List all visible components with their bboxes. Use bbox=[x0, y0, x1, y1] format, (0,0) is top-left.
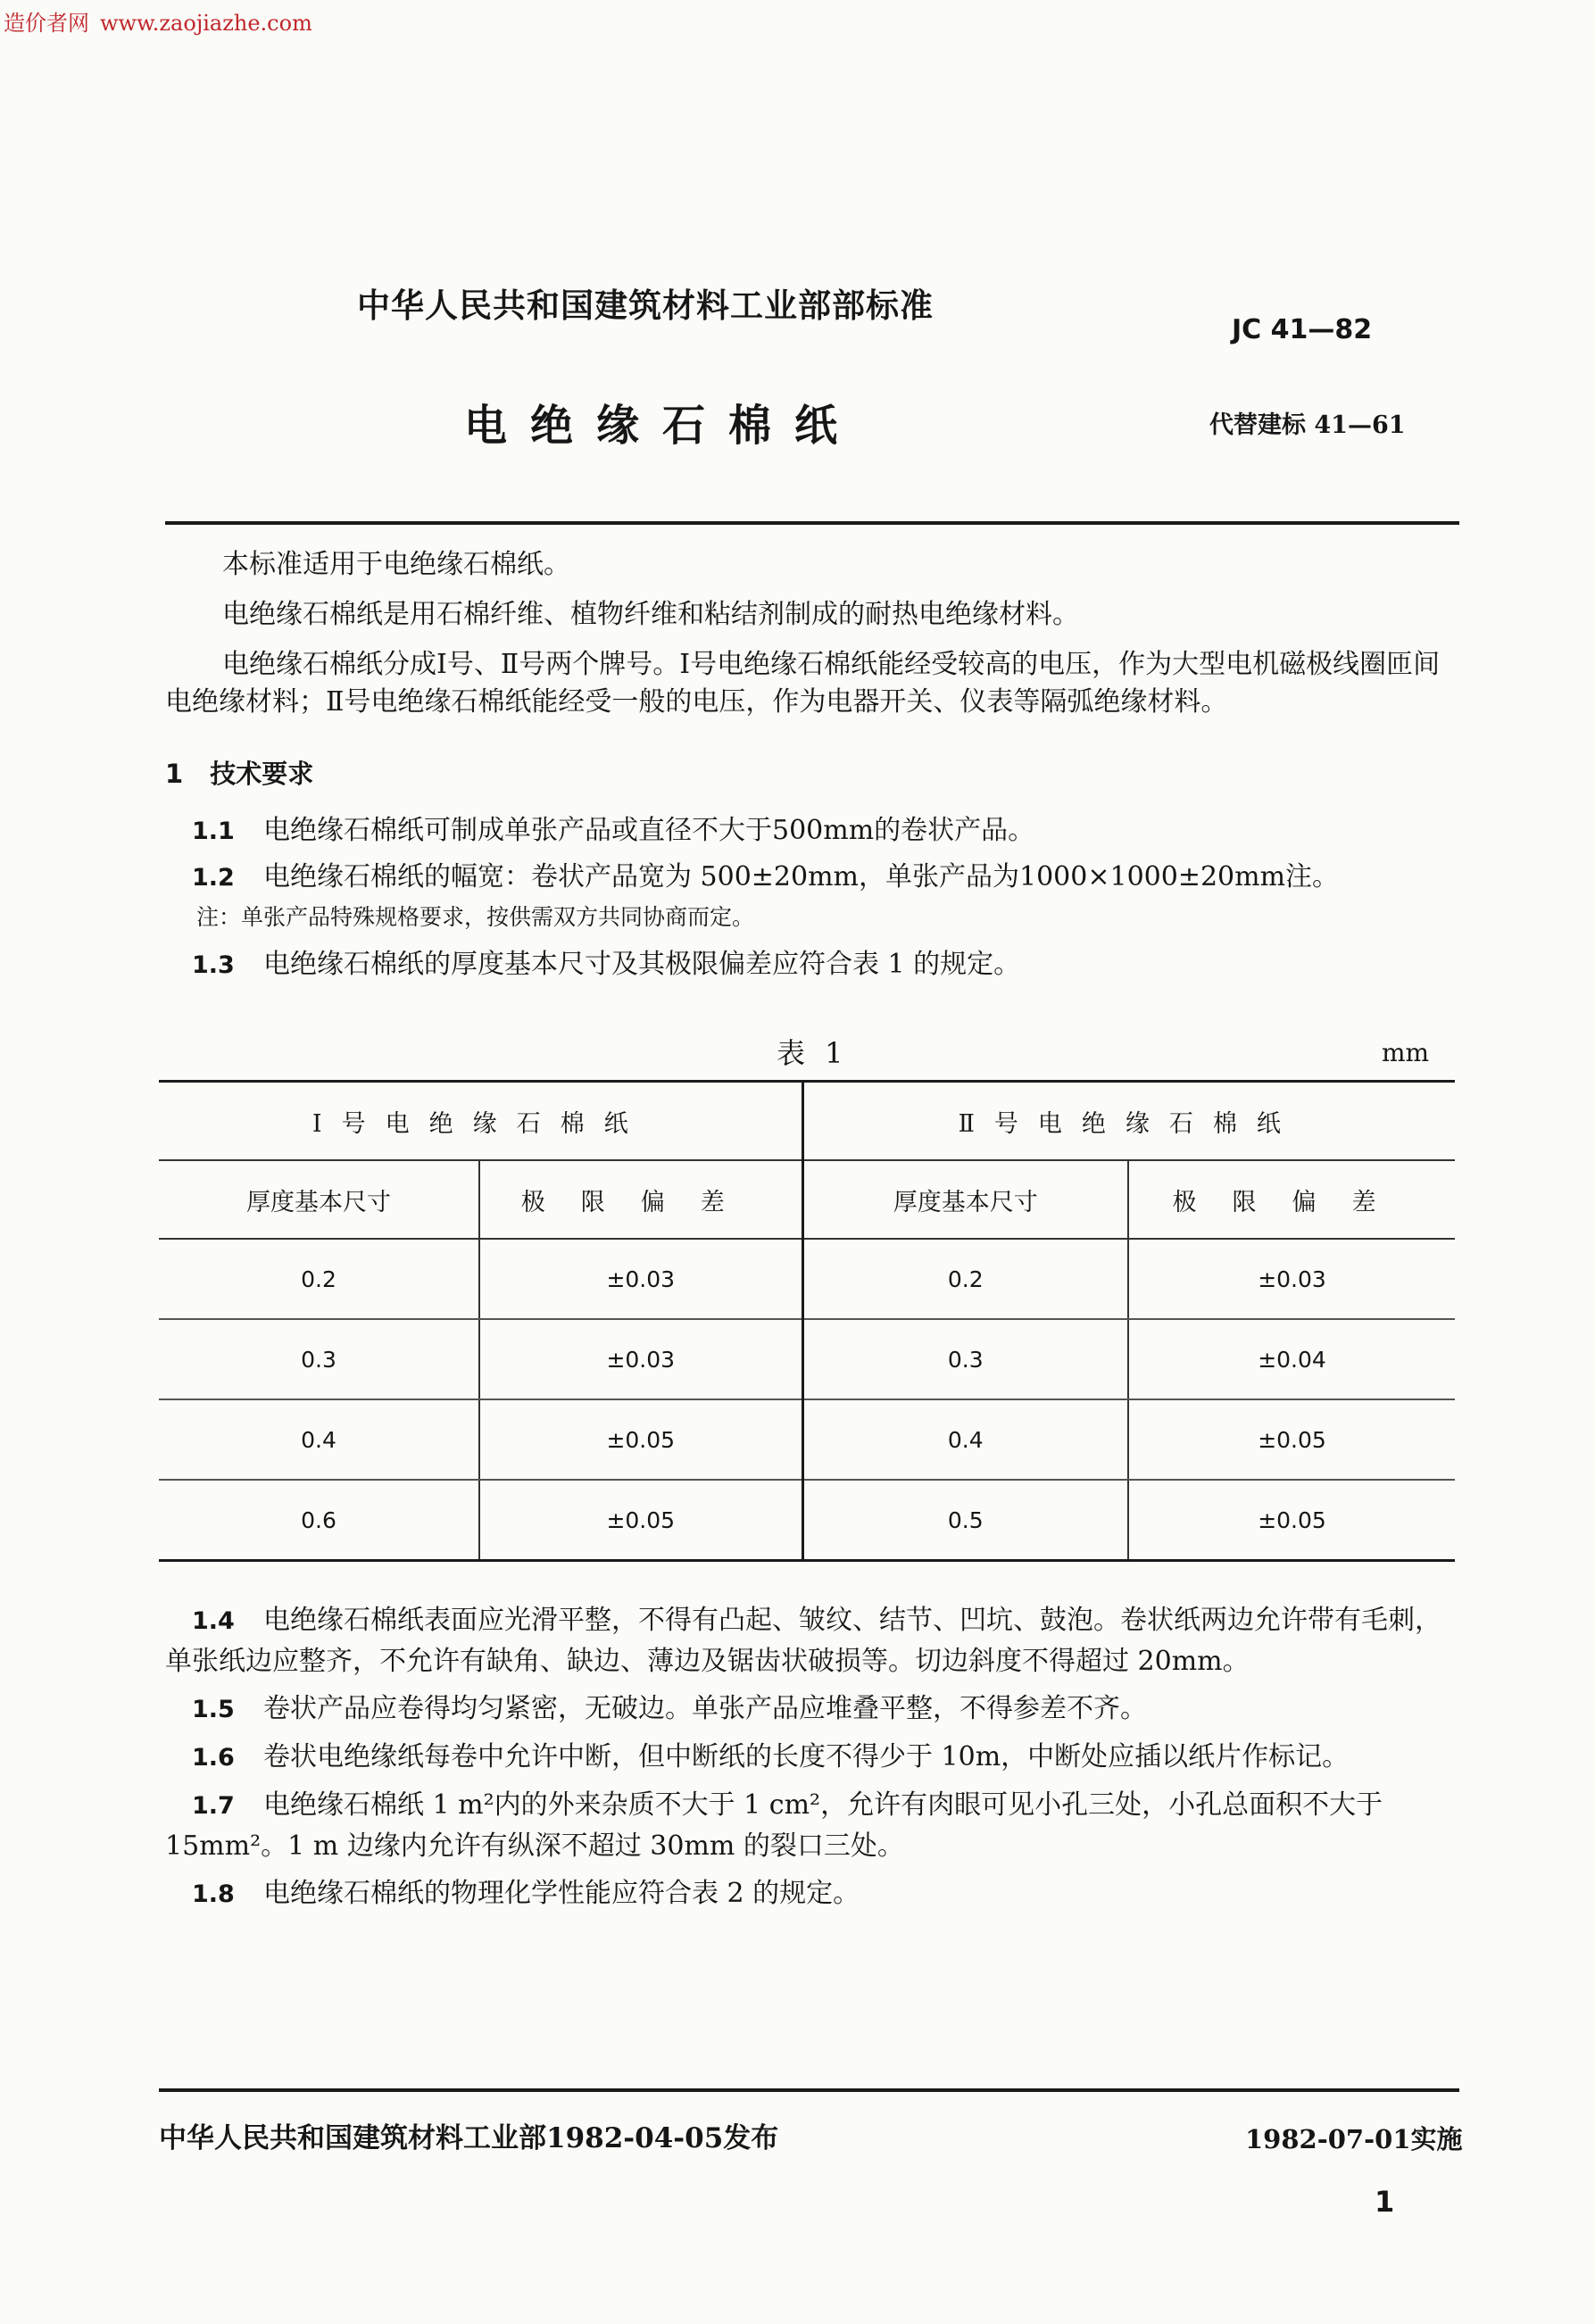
clause-text: 卷状电绝缘纸每卷中允许中断，但中断纸的长度不得少于 10m，中断处应插以纸片作标记。 bbox=[263, 1741, 1350, 1772]
standard-code: JC 41—82 bbox=[1232, 314, 1373, 345]
clause-number: 1.7 bbox=[192, 1792, 235, 1820]
cell-thickness-i: 0.2 bbox=[159, 1239, 479, 1319]
clause-1-8 bbox=[165, 1873, 1459, 1914]
clause-text: 电绝缘石棉纸的幅宽：卷状产品宽为 500±20mm，单张产品为1000×1000±20mm注。 bbox=[263, 861, 1340, 892]
cell-deviation-i: ±0.05 bbox=[479, 1399, 802, 1480]
cell-thickness-ii: 0.5 bbox=[802, 1480, 1128, 1561]
clause-1-3 bbox=[165, 942, 1459, 981]
clause-1-6 bbox=[165, 1737, 1459, 1778]
cell-deviation-i: ±0.03 bbox=[479, 1319, 802, 1399]
clause-1-1 bbox=[165, 808, 1459, 847]
clause-number: 1.4 bbox=[192, 1607, 235, 1635]
table-unit: mm bbox=[1382, 1038, 1430, 1067]
issue-statement: 中华人民共和国建筑材料工业部1982-04-05发布 bbox=[159, 2122, 779, 2154]
clause-text: 电绝缘石棉纸的物理化学性能应符合表 2 的规定。 bbox=[263, 1878, 860, 1909]
clause-number: 1.1 bbox=[192, 818, 235, 845]
group-header-i: Ⅰ号电绝缘石棉纸 bbox=[159, 1082, 802, 1161]
issuing-organization: 中华人民共和国建筑材料工业部部标准 bbox=[357, 286, 934, 325]
effective-date: 1982-07-01实施 bbox=[1245, 2124, 1463, 2154]
clause-1-5 bbox=[165, 1689, 1459, 1730]
cell-thickness-i: 0.6 bbox=[159, 1480, 479, 1561]
intro-paragraph: 电绝缘石棉纸分成Ⅰ号、Ⅱ号两个牌号。Ⅰ号电绝缘石棉纸能经受较高的电压，作为大型电机磁极线圈匝间电绝缘材料；Ⅱ号电绝缘石棉纸能经受一般的电压，作为电器开关、仪表等隔弧绝缘材料。 bbox=[165, 649, 1441, 718]
cell-deviation-ii: ±0.05 bbox=[1258, 1506, 1326, 1533]
page-number: 1 bbox=[1375, 2185, 1395, 2219]
watermark-site: 造价者网 bbox=[4, 11, 89, 36]
thickness-table bbox=[159, 1080, 1455, 1562]
table-header-row bbox=[159, 1160, 1455, 1239]
cell-thickness-ii: 0.4 bbox=[802, 1399, 1128, 1480]
intro-paragraph: 电绝缘石棉纸是用石棉纤维、植物纤维和粘结剂制成的耐热电绝缘材料。 bbox=[222, 599, 1079, 630]
col-thickness-i: 厚度基本尺寸 bbox=[159, 1160, 479, 1239]
clause-text: 电绝缘石棉纸可制成单张产品或直径不大于500mm的卷状产品。 bbox=[263, 815, 1035, 846]
clause-text: 电绝缘石棉纸 1 m²内的外来杂质不大于 1 cm²，允许有肉眼可见小孔三处，小孔总面积不大于15mm²。1 m 边缘内允许有纵深不超过 30mm 的裂口三处。 bbox=[165, 1789, 1383, 1862]
section-title: 技术要求 bbox=[210, 759, 314, 789]
cell-deviation-i: ±0.03 bbox=[479, 1239, 802, 1319]
col-thickness-ii: 厚度基本尺寸 bbox=[802, 1160, 1128, 1239]
watermark bbox=[4, 5, 312, 37]
clause-number: 1.6 bbox=[192, 1744, 235, 1772]
cell-thickness-i: 0.4 bbox=[159, 1399, 479, 1480]
clause-number: 1.3 bbox=[192, 951, 235, 979]
cell-deviation-ii: ±0.03 bbox=[1128, 1239, 1455, 1319]
clause-1-4 bbox=[165, 1600, 1459, 1681]
table-group-row bbox=[159, 1082, 1455, 1161]
section-heading bbox=[165, 754, 313, 791]
intro-paragraph: 本标准适用于电绝缘石棉纸。 bbox=[222, 549, 570, 580]
table-row bbox=[159, 1319, 1455, 1399]
clause-1-7 bbox=[165, 1785, 1459, 1866]
clause-number: 1.2 bbox=[192, 864, 235, 892]
col-deviation-i: 极限偏差 bbox=[479, 1160, 802, 1239]
table-row bbox=[159, 1399, 1455, 1480]
cell-deviation-i: ±0.05 bbox=[479, 1480, 802, 1561]
clause-1-2 bbox=[165, 854, 1459, 893]
clause-number: 1.8 bbox=[192, 1880, 235, 1908]
cell-thickness-i: 0.3 bbox=[159, 1319, 479, 1399]
cell-thickness-ii: 0.2 bbox=[802, 1239, 1128, 1319]
table-row bbox=[159, 1480, 1455, 1561]
clauses-block bbox=[165, 1600, 1459, 1921]
group-header-ii: Ⅱ号电绝缘石棉纸 bbox=[802, 1082, 1455, 1161]
table-caption: 表 1 bbox=[777, 1036, 849, 1070]
cell-deviation-ii: ±0.05 bbox=[1128, 1399, 1455, 1480]
clause-text: 电绝缘石棉纸的厚度基本尺寸及其极限偏差应符合表 1 的规定。 bbox=[263, 949, 1021, 980]
clause-number: 1.5 bbox=[192, 1696, 235, 1723]
table-row bbox=[159, 1239, 1455, 1319]
clause-text: 卷状产品应卷得均匀紧密，无破边。单张产品应堆叠平整，不得参差不齐。 bbox=[263, 1693, 1147, 1724]
header-divider bbox=[165, 521, 1459, 525]
note: 注：单张产品特殊规格要求，按供需双方共同协商而定。 bbox=[196, 904, 755, 930]
document-title: 电绝缘石棉纸 bbox=[464, 401, 861, 451]
cell-deviation-ii: ±0.04 bbox=[1128, 1319, 1455, 1399]
footer-divider bbox=[159, 2088, 1459, 2092]
cell-thickness-ii: 0.3 bbox=[802, 1319, 1128, 1399]
replaces-standard: 代替建标 41—61 bbox=[1209, 411, 1406, 439]
intro-block bbox=[165, 546, 1459, 734]
col-deviation-ii: 极限偏差 bbox=[1128, 1160, 1455, 1239]
watermark-url: www.zaojiazhe.com bbox=[100, 11, 312, 36]
clause-text: 电绝缘石棉纸表面应光滑平整，不得有凸起、皱纹、结节、凹坑、鼓泡。卷状纸两边允许带有毛刺，单张纸边应整齐，不允许有缺角、缺边、薄边及锯齿状破损等。切边斜度不得超过 20mm。 bbox=[165, 1605, 1441, 1677]
section-number: 1 bbox=[165, 759, 184, 789]
